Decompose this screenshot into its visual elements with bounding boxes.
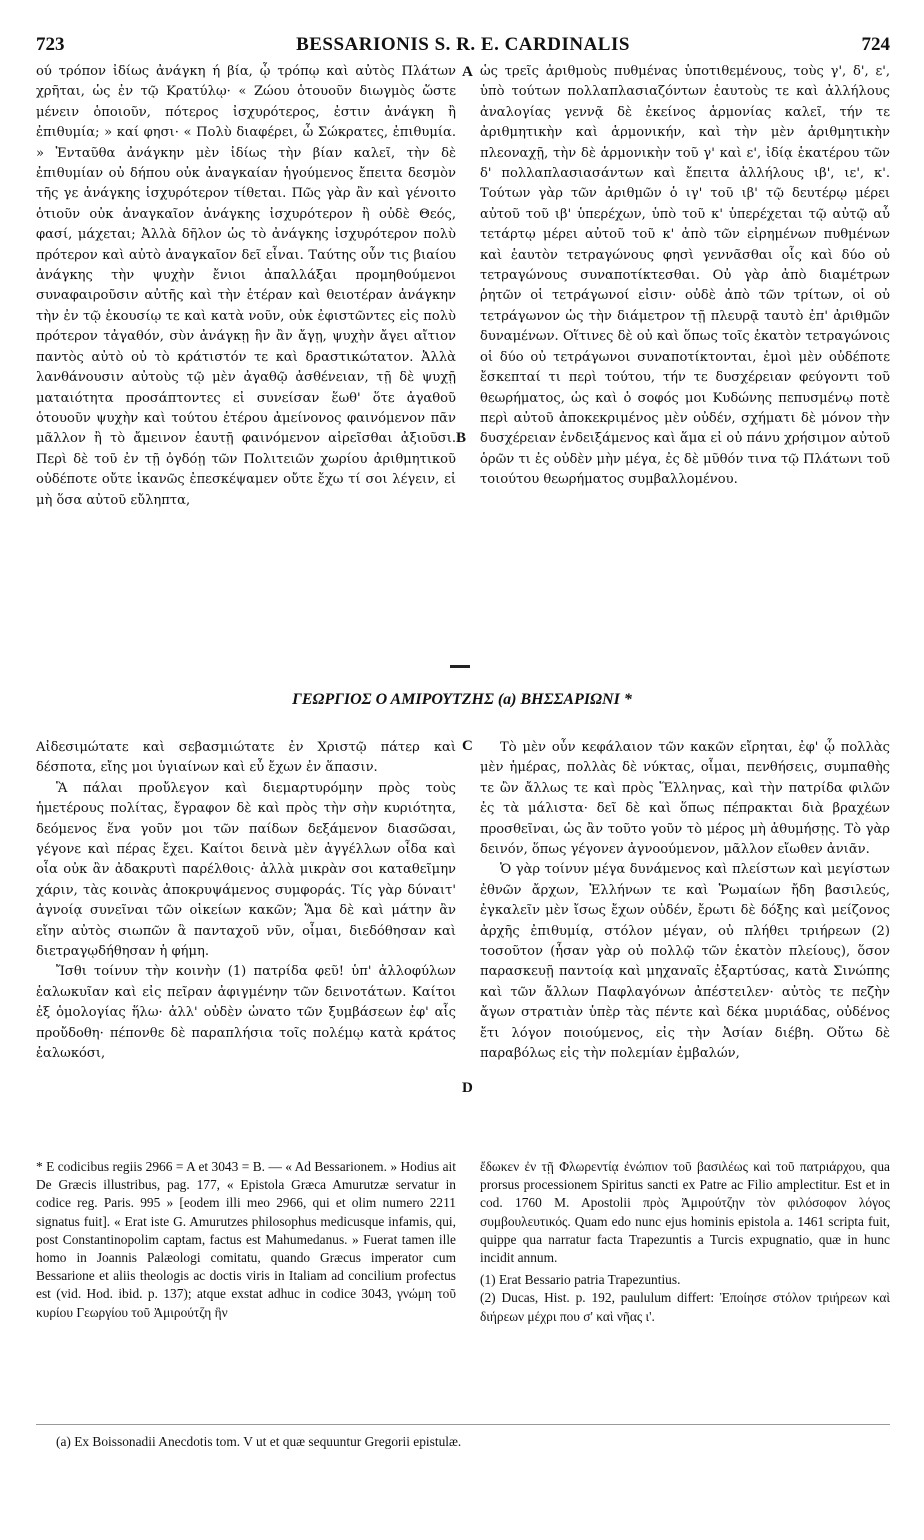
letter-left-column [36,738,456,1065]
top-left-column [36,62,456,511]
page-header [36,34,890,58]
paragraph: ού τρόπον ἰδίως ἀνάγκη ή βία, ᾧ τρόπῳ καὶ αὐτὸς Πλάτων χρῆται, ὡς ἐν τῷ Κρατύλῳ· « Ζώου ὁτουοῦν διωγμὸς ὥστε μένειν ὁποιοῦν, πότερος ἰσχυρότερος, ἐστιν ἀνάγκη ἢ ἐπιθυμία; » καί φησι· « Πολὺ διαφέρει, ὦ Σώκρατες, ἐπιθυμία. » Ἐνταῦθα ἀνάγκην μὲν ἰδίως τὴν βίαν καλεῖ, τὴν δὲ ἐπιθυμίαν οὐ δήπου οὐκ ἀναγκαίαν ἡγούμενος ἔπειτα δεσμὸν τῆς γε ἀνάγκης ἰσχυρότερον τίθεται. Πῶς γὰρ ἂν καὶ γένοιτο ὁτιοῦν οὐκ ἀναγκαῖον ἀνάγκης ἰσχυρότερον ἢ οὐδὲ Θεός, φασί, μάχεται; Ἀλλὰ δῆλον ὡς τὸ ἀνάγκης ἰσχυρότερον πολὺ πρότερον καὶ αὐτὸ ἀναγκαῖον δεῖ εἶναι. Ταύτης οὖν τις βιαίου ἀνάγκης τὴν ψυχὴν ἔνιοι ἀπαλλάξαι προμηθούμενοι συναφαιροῦσιν αὐτῆς καὶ τὴν ἑτέραν καὶ θειοτέραν ἀνάγκην τὴν ἐν τῷ ἑκουσίῳ τε καὶ κατὰ νοῦν, οὐκ ἐφιστῶντες εἰς πολὺ πρότερον τἀγαθόν, σὺν ἀνάγκῃ ἣν ἂν ἄγῃ, ψυχὴν ἄγει αἴτιον παντὸς αὐτὸ οὐ τὸ κράτιστόν τε καὶ δραστικώτατον. Ἀλλὰ λανθάνουσιν αὐτοὺς τῷ μὲν ἀγαθῷ ἀσθένειαν, τῇ δὲ ψυχῇ ματαιότητα προσάπτοντες εἰ συνείσαν ἕωθ' ὅτε ἀγαθοῦ ὁτουοῦν ψυχὴν καὶ τούτου ἑτέρου ἀμείνονος φαινόμενον πᾶν μᾶλλον ἢ τὸ ἄμεινον ἑαυτῇ φαινόμενον αἱρεῖσθαι ἀξιοῦσι. Περὶ δὲ τοῦ ἐν τῇ ὀγδόῃ τῶν Πολιτειῶν χωρίου ἀριθμητικοῦ οὐδέποτε οὔτε ἱκανῶς ἐπεσκέψαμεν οὔτε ἔχω τί σοι λέγειν, εἰ μὴ ὅσα αὐτοῦ εὔληπτα, [36,64,456,508]
margin-marker-b: B [456,430,467,446]
paragraph: Αἰδεσιμώτατε καὶ σεβασμιώτατε ἐν Χριστῷ πάτερ καὶ δέσποτα, εἴης μοι ὑγιαίνων καὶ εὖ ἔχων ἐν ἅπασιν. [36,740,456,776]
margin-marker-c: C [462,738,473,754]
margin-marker-a: A [462,64,473,80]
paragraph: Ὁ γὰρ τοίνυν μέγα δυνάμενος καὶ πλείστων καὶ μεγίστων ἐθνῶν ἄρχων, Ἑλλήνων τε καὶ Ῥωμαίων ἤδη βασιλεύς, ἐγκαλεῖν μὲν ἴσως ἔχων οὐδέν, ἔρωτι δὲ δόξης καὶ μείζονος ἀρχῆς ἐπιθυμίᾳ, στόλον μέγαν, οὐ πλήθει τριήρεων (2) τοσοῦτον (ἦσαν γὰρ οὐ πολλῷ τῶν ἑκατὸν πλείους), ὅσον παρασκευῇ παντοίᾳ καὶ μηχαναῖς ἐξαρτύσας, κατὰ Σινώπης καὶ τῶν ἄλλων Παφλαγόνων ἀπέστειλεν· αὐτὸς τε πεζὴν ἄγων στρατιὰν ὑπὲρ τὰς πέντε καὶ δέκα μυριάδας, οὐδένος ἔτι λόγον ποιούμενος, εἰς τὴν Ἀσίαν διέβη. Οὕτω δὲ παραβόλως εἰς τὴν πολεμίαν ἐμβαλών, [480,862,890,1062]
footnote-1: (1) Erat Bessario patria Trapezuntius. [480,1272,681,1288]
paragraph: Ἴσθι τοίνυν τὴν κοινὴν (1) πατρίδα φεῦ! ὑπ' ἀλλοφύλων ἑαλωκυῖαν καὶ εἰς πεῖραν ἀφιγμένην τῶν δεινοτάτων. Καίτοι ἐξ ὁμολογίας ἥλω· ἀλλ' οὐδὲν ὠνατο τῶν ξυμβάσεων ἐφ' αἷς προὔδοθη· πέπονθε δὲ παραπλήσια τοῖς πολέμῳ κατὰ κράτος ἑαλωκόσι, [36,964,456,1062]
running-title: BESSARIONIS S. R. E. CARDINALIS [296,34,630,55]
margin-marker-d: D [462,1080,473,1096]
paragraph: Τὸ μὲν οὖν κεφάλαιον τῶν κακῶν εἴρηται, ἐφ' ᾧ πολλὰς μὲν ἡμέρας, πολλὰς δὲ νύκτας, οἶμαι, πενθήσεις, συμπαθὴς τε ὢν ἄλλως τε καὶ πρὸς Ἕλληνας, καὶ τὴν πατρίδα φιλῶν ἐς τὰ μάλιστα· δεῖ δὲ καὶ ὅπως πέπρακται διὰ βραχέων προσθεῖναι, ὡς ἂν τοῦτο γοῦν τὸ μέρος μὴ ἀθυμήσῃς. Τὸ γὰρ δεινόν, ὅπως γέγονεν ἀγνοούμενον, μᾶλλον εἴωθεν ἀνιᾶν. [480,740,890,858]
letter-right-column [480,738,890,1065]
footnotes-left [36,1158,456,1322]
letter-title: ΓΕΩΡΓΙΟΣ Ο ΑΜΙΡΟΥΤΖΗΣ (a) ΒΗΣΣΑΡΙΩΝΙ * [292,691,632,708]
page-number-left: 723 [36,34,65,55]
footnotes-right [480,1158,890,1326]
top-right-column [480,62,890,491]
paragraph: ὡς τρεῖς ἀριθμοὺς πυθμένας ὑποτιθεμένους, τοὺς γ', δ', ε', ὑπὸ τούτων πολλαπλασιαζόντων ἑαυτοὺς τε καὶ ἀλλήλους ἀναλογίας γεννᾷ δὲ ἐκείνος ἁρμονίας καλεῖ, τήν τε ἀριθμητικὴν καὶ ἁρμονικήν, καὶ τὴν μὲν ἀριθμητικὴν πλεοναχῇ, τὴν δὲ ἁρμονικὴν τοῦ γ' καὶ ε', ἰδίᾳ ἑκατέρου τῶν δ' πολλαπλασιασάντων καὶ ἔπειτα ἀλλήλους ιβ', ιε', κ'. Τούτων γὰρ τῶν ἀριθμῶν ὁ ιγ' τοῦ ιβ' τῷ δευτέρῳ μέρει αὐτοῦ τοῦ ιβ' ὑπερέχων, ὑπὸ τοῦ κ' ὑπερέχεται τῷ αὐτῷ αὖ τετάρτῳ μέρει αὐτοῦ τοῦ κ' ἀπὸ τῶν εἰρημένων πυθμένων καὶ ἑαυτὸν τετραγώνους φησὶ γεννᾶσθαι οἷς καὶ δύο οὐ τετραγώνους συναποτίκτεσθαι. Οὐ γὰρ ἀπὸ διαμέτρων ῥητῶν οἱ τετράγωνοί εἰσιν· οὐδὲ ἀπὸ τῶν τρίτων, οἱ οὐ τετράγωνον ὡς τὴν διάμετρον τῇ πλευρᾷ ταυτὸ ἐπ' ἀριθμῶν δυναμένων. Οἵτινες δὲ οὐ καὶ ὅπως τοῖς ἑκατὸν τετραγώνοις οἱ δύο οὐ τετράγωνοι συναποτίκτονται, ἐμοὶ μὲν οὐδέποτε ἔσκεπταί τι περὶ τούτου, τήν τε δυσχέρειαν φεύγοντι τοῦ θεωρήματος, ὡς καὶ ὁ σοφός μοι Κυδώνης πεπυσμένῳ ποτὲ περὶ αὐτοῦ ἀποκεκριμένος μὲν οὐδέν, σχήματι δὲ μόνον τὴν δυσχέρειαν ἐνδειξάμενος καὶ ἅμα εἰ οὐ πάνυ χρήσιμον αὐτοῦ ὁρῶν τι ἐς οὐδὲν μὴν μέγα, ἐς δὲ μῦθόν τινα τῷ Πλάτωνι τοῦ τοιούτου θεωρήματος συμβαλλομένου. [480,64,890,488]
page-number-right: 724 [861,34,890,55]
footnote: * E codicibus regiis 2966 = A et 3043 = B. — « Ad Bessarionem. » Hodius ait De Græcis illustribus, pag. 177, « Epistola Græca Amurutzæ servatur in codice reg. Paris. 995 » [eodem illi meo 2966, qui et olim numero 2211 signatus fuit]. « Erat iste G. Amurutzes philosophus medicusque infamis, qui, post Constantinopolim captam, factus est Mahumedanus. » Fuerat tamen ille homo in Joannis Palæologi comitatu, quando Græcus imperator cum Bessarione et aliis theologis ac doctis viris in Italiam ad concilium profectus est (vid. Hod. ibid. p. 137); atque exstat adhuc in codice 3043, γνώμη τοῦ κυρίου Γεωργίου τοῦ Ἀμιρούτζη ἣν [36,1159,456,1320]
footnote-rule [36,1424,890,1425]
footnote: ἔδωκεν ἐν τῇ Φλωρεντίᾳ ἐνώπιον τοῦ βασιλέως καὶ τοῦ πατριάρχου, qua prorsus processionem Spiritus sancti ex Patre ac Filio amplectitur. Est et in cod. 1760 M. Apostolii πρὸς Ἀμιρούτζην τὸν φιλόσοφον λόγος συμβουλευτικός. Quam edo nunc ejus hominis epistola a. 1461 scripta fuit, quippe qua narratur facta Trapezuntis a Turcis expugnatio, quæ in hunc incidit annum. [480,1159,890,1266]
footnote-2: (2) Ducas, Hist. p. 192, paululum differt: Ἐποίησε στόλον τριήρεων καὶ διήρεων μέχρι που σ' καὶ νῆας ι'. [480,1290,890,1324]
bottom-note: (a) Ex Boissonadii Anecdotis tom. V ut et quæ sequuntur Gregorii epistulæ. [56,1434,462,1449]
paragraph: Ἃ πάλαι προὔλεγον καὶ διεμαρτυρόμην πρὸς τοὺς ἡμετέρους πολίτας, ἔγραφον δὲ καὶ πρὸς τὴν σὴν κυριότητα, δεόμενος ἕνα γοῦν μοι τῶν παίδων δεξάμενον διασῶσαι, γέγονε καὶ πέρας ἔχει. Καίτοι δεινὰ μὲν ἀγγέλλων οἶδα καὶ οἷα οὐκ ἂν ἀδακρυτὶ παρέλθοις· ἀλλὰ μικρὰν σοι καταθεῖμην χάριν, τὰς κοινὰς ἀποκρυψάμενος συμφοράς. Τίς γὰρ δύναιτ' ἀγνοίᾳ συνεῖναι τῶν οἰκείων κακῶν; Ἅμα δὲ καὶ μάτην ἂν εἴην αὐτὸς σιωπῶν ἃ πανταχοῦ νῦν, οἶμαι, διεδόθησαν καὶ διετραγῳδήθησαν ἡ φήμη. [36,780,456,960]
section-divider [450,665,470,668]
